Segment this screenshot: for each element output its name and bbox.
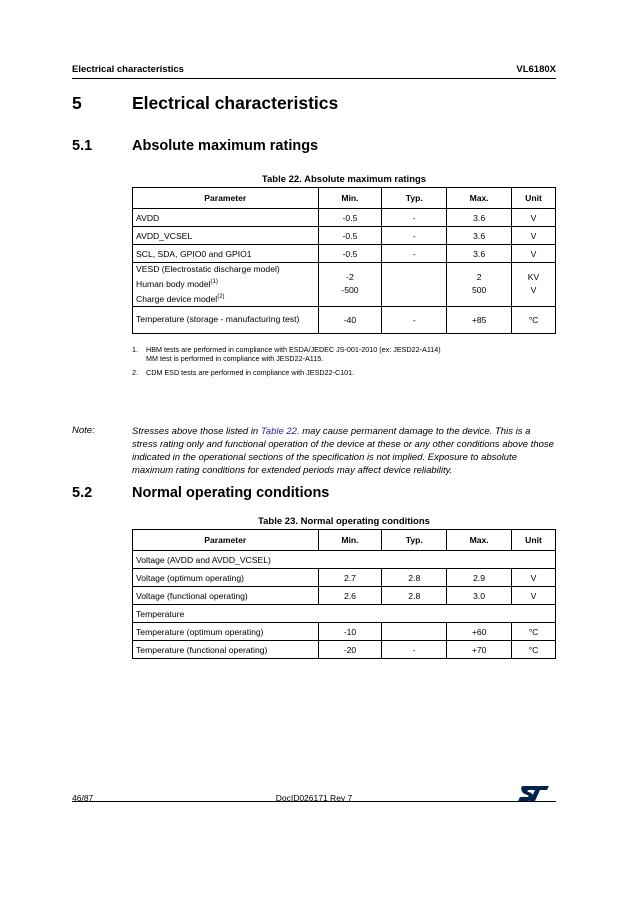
cell-parameter [133,263,319,307]
table-row [133,209,556,227]
cell-typ: - [382,209,447,227]
cell-typ: - [382,306,447,333]
st-logo-icon [516,785,550,802]
cell-typ: - [382,641,447,659]
column-header: Min. [318,188,382,209]
table-group-row [133,551,556,569]
group-label: Voltage (AVDD and AVDD_VCSEL) [133,551,556,569]
table-row [133,227,556,245]
section-5-1-number: 5.1 [72,138,93,154]
cell-unit: °C [512,641,556,659]
cell-unit: V [512,245,556,263]
cell-unit: V [512,209,556,227]
column-header: Parameter [133,188,319,209]
cell-max: 2.9 [447,569,512,587]
table-header-row [133,530,556,551]
column-header: Min. [318,530,382,551]
cell-max: 3.0 [447,587,512,605]
table-23 [132,529,556,659]
cell-min: -0.5 [318,209,382,227]
cell-max: 3.6 [447,209,512,227]
section-5-1-title: Absolute maximum ratings [132,138,319,154]
cell-parameter: Temperature (storage - manufacturing test) [133,306,319,333]
note-text: Stresses above those listed in Table 22. may cause permanent damage to the device. This is a stress rating only and functional operation of the device at these or any other conditions above those indicated in the operational sections of the specification is not implied. Exposure to absolute maximum rating conditions for extended periods may affect device reliability. [132,426,554,476]
column-header: Max. [447,188,512,209]
cell-unit: °C [512,306,556,333]
cell-typ [382,623,447,641]
table-row [133,587,556,605]
table-row [133,245,556,263]
vesd-label: VESD (Electrostatic discharge model) [136,264,280,274]
cell-min: -2 -500 [318,263,382,307]
column-header: Parameter [133,530,319,551]
cell-typ: - [382,227,447,245]
cell-max: 3.6 [447,245,512,263]
column-header: Unit [512,530,556,551]
cell-max: +85 [447,306,512,333]
table-row [133,623,556,641]
table-row [133,569,556,587]
section-5-number: 5 [72,93,82,113]
section-5-2-title: Normal operating conditions [132,485,330,501]
cell-max: +60 [447,623,512,641]
page-number: 46/87 [72,793,94,803]
column-header: Max. [447,530,512,551]
table-22 [132,187,556,334]
cell-unit: °C [512,623,556,641]
cell-min: -0.5 [318,227,382,245]
cell-typ: 2.8 [382,587,447,605]
cell-max: +70 [447,641,512,659]
cell-unit: V [512,587,556,605]
cell-min: -40 [318,306,382,333]
section-5-2-number: 5.2 [72,485,93,501]
table-row [133,263,556,307]
cell-typ: - [382,245,447,263]
footnote-ref: (1) [210,279,218,285]
table-22-link[interactable]: Table 22 [260,426,297,437]
page-footer [72,787,556,802]
cell-min: 2.6 [318,587,382,605]
cell-parameter: AVDD [133,209,319,227]
doc-id: DocID026171 Rev 7 [275,793,353,803]
cell-max: 3.6 [447,227,512,245]
cell-parameter: Temperature (functional operating) [133,641,319,659]
table-row [133,641,556,659]
cell-unit: KV V [512,263,556,307]
section-5-title: Electrical characteristics [132,93,339,113]
cell-min: 2.7 [318,569,382,587]
table-22-caption: Table 22. Absolute maximum ratings [261,174,427,185]
page-header [72,62,556,79]
cell-parameter: Voltage (optimum operating) [133,569,319,587]
header-section: Electrical characteristics [72,64,184,75]
cell-min: -20 [318,641,382,659]
cell-unit: V [512,227,556,245]
cell-typ: 2.8 [382,569,447,587]
note-label: Note: [72,425,95,436]
table-group-row [133,605,556,623]
footnote-ref: (2) [217,293,225,300]
column-header: Typ. [382,188,447,209]
cell-max: 2 500 [447,263,512,307]
cell-parameter: Temperature (optimum operating) [133,623,319,641]
table-row [133,306,556,333]
header-product: VL6180X [516,64,556,75]
table-23-caption: Table 23. Normal operating conditions [258,516,430,527]
group-label: Temperature [133,605,556,623]
column-header: Unit [512,188,556,209]
hbm-label: Human body model [136,278,211,289]
cell-unit: V [512,569,556,587]
column-header: Typ. [382,530,447,551]
cdm-label: Charge device model [136,293,218,304]
cell-parameter: Voltage (functional operating) [133,587,319,605]
cell-parameter: AVDD_VCSEL [133,227,319,245]
cell-typ [382,263,447,307]
cell-parameter: SCL, SDA, GPIO0 and GPIO1 [133,245,319,263]
cell-min: -10 [318,623,382,641]
table-header-row [133,188,556,209]
cell-min: -0.5 [318,245,382,263]
